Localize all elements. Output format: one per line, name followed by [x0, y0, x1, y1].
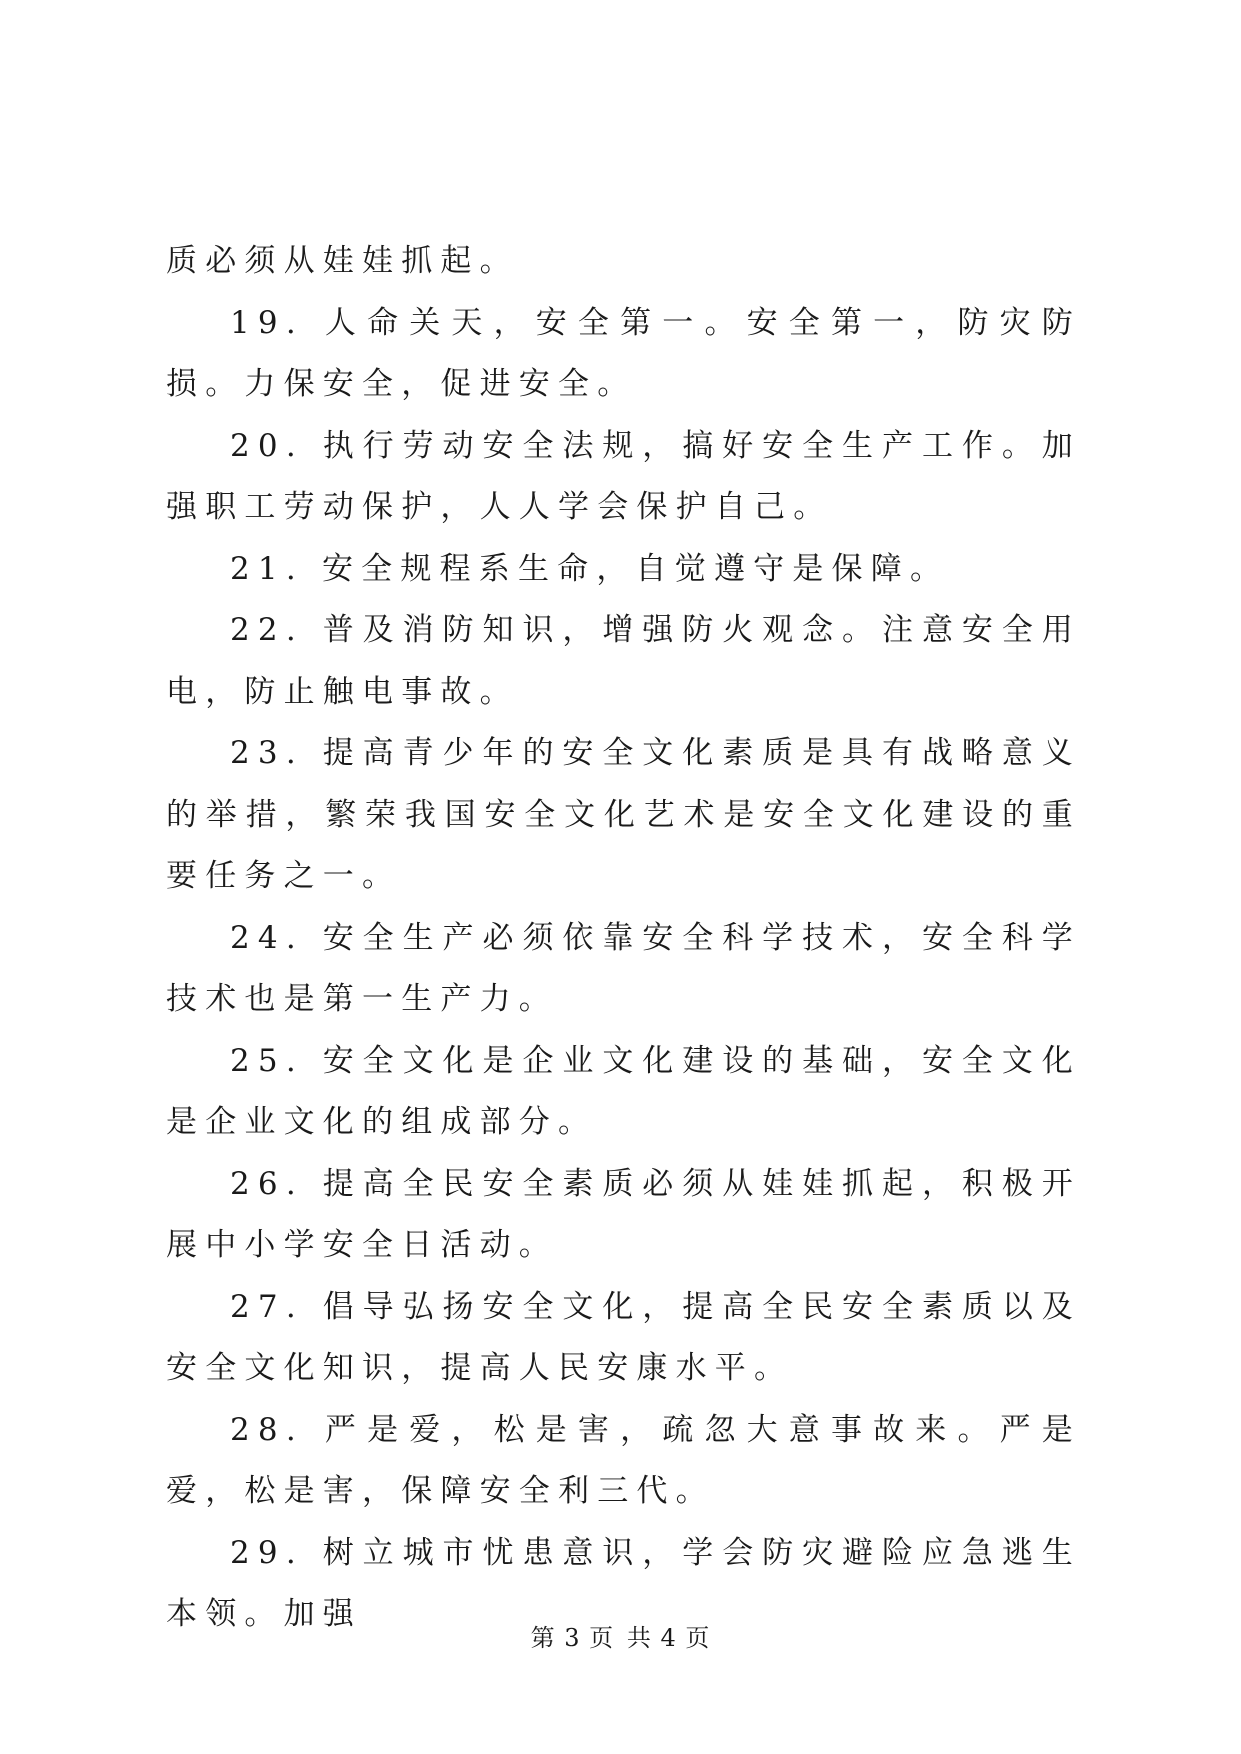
paragraph-item-20: 20. 执行劳动安全法规，搞好安全生产工作。加强职工劳动保护，人人学会保护自己。	[166, 427, 1081, 525]
paragraph-item-25: 25. 安全文化是企业文化建设的基础，安全文化是企业文化的组成部分。	[166, 1042, 1081, 1140]
page-total: 共 4 页	[626, 1624, 711, 1652]
paragraph-item-22: 22. 普及消防知识，增强防火观念。注意安全用电，防止触电事故。	[166, 612, 1081, 710]
paragraph-item-28: 28. 严是爱，松是害，疏忽大意事故来。严是爱，松是害，保障安全利三代。	[166, 1411, 1081, 1509]
page-number: 第 3 页	[530, 1624, 615, 1652]
paragraph-item-27: 27. 倡导弘扬安全文化，提高全民安全素质以及安全文化知识，提高人民安康水平。	[166, 1288, 1081, 1386]
paragraph-item-23: 23. 提高青少年的安全文化素质是具有战略意义的举措，繁荣我国安全文化艺术是安全文化建设的重要任务之一。	[166, 735, 1081, 894]
paragraph-item-26: 26. 提高全民安全素质必须从娃娃抓起，积极开展中小学安全日活动。	[166, 1165, 1081, 1263]
paragraph-item-19: 19. 人命关天，安全第一。安全第一，防灾防损。力保安全，促进安全。	[166, 304, 1081, 402]
body-text	[166, 231, 1081, 1646]
paragraph-continuation: 质必须从娃娃抓起。	[166, 243, 519, 279]
paragraph-item-29: 29. 树立城市忧患意识，学会防灾避险应急逃生本领。加强	[166, 1534, 1081, 1632]
paragraph-item-24: 24. 安全生产必须依靠安全科学技术，安全科学技术也是第一生产力。	[166, 919, 1081, 1017]
paragraph-item-21: 21. 安全规程系生命，自觉遵守是保障。	[230, 550, 950, 587]
page-footer	[0, 1618, 1241, 1653]
